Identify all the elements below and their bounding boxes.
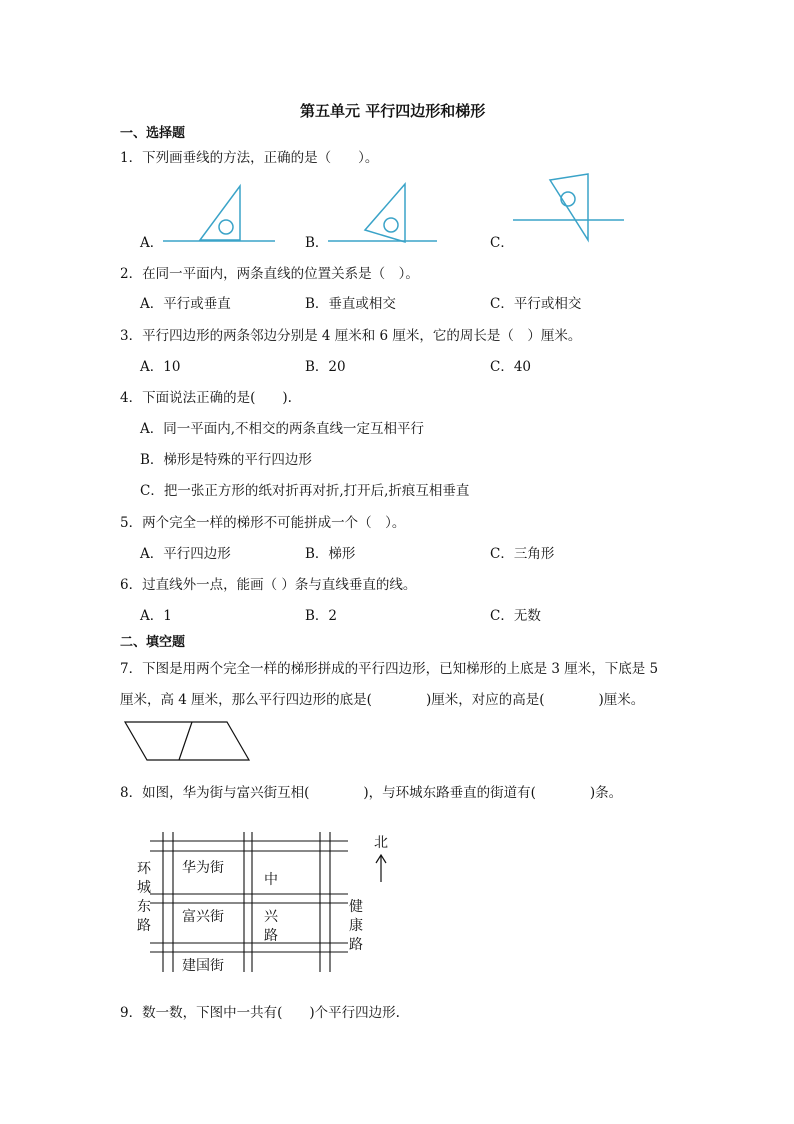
question-9: 9．数一数，下图中一共有( )个平行四边形.: [120, 1005, 400, 1021]
map-label-jianguo: 建国街: [182, 958, 224, 974]
q7-divider: [179, 722, 192, 760]
q4-option-c: C．把一张正方形的纸对折再对折,打开后,折痕互相垂直: [140, 483, 470, 499]
section-heading-fill: 二、填空题: [120, 635, 186, 650]
map-label-huancheng-3: 东: [137, 899, 151, 915]
page-title: 第五单元 平行四边形和梯形: [300, 102, 486, 120]
question-3: 3．平行四边形的两条邻边分别是 4 厘米和 6 厘米，它的周长是（ ）厘米。: [120, 328, 582, 344]
question-7-line-2: 厘米，高 4 厘米，那么平行四边形的底是( )厘米，对应的高是( )厘米。: [120, 692, 645, 708]
q6-option-b: B．2: [305, 608, 338, 624]
q5-option-a: A．平行四边形: [140, 546, 231, 562]
map-label-fuxing: 富兴街: [182, 909, 224, 925]
q1-option-b-label: B．: [305, 235, 329, 251]
map-label-huancheng-1: 环: [137, 861, 151, 877]
question-8: 8．如图，华为街与富兴街互相( )，与环城东路垂直的街道有( )条。: [120, 785, 623, 801]
question-1: 1．下列画垂线的方法，正确的是（ ）。: [120, 150, 379, 166]
q3-option-b: B．20: [305, 359, 346, 375]
map-label-lu: 路: [264, 928, 278, 944]
map-label-jiankang-2: 康: [349, 918, 363, 934]
q6-option-a: A．1: [140, 608, 172, 624]
map-label-jiankang-3: 路: [349, 937, 363, 953]
q3-option-c: C．40: [490, 359, 532, 375]
q7-parallelogram-figure: [122, 718, 252, 764]
q4-option-b: B．梯形是特殊的平行四边形: [140, 452, 312, 468]
question-5: 5．两个完全一样的梯形不可能拼成一个（ ）。: [120, 515, 406, 531]
q1-figure-b: [325, 180, 445, 250]
q1-figure-c: [510, 172, 630, 244]
map-label-huancheng-4: 路: [137, 918, 151, 934]
q1-figure-a: [160, 180, 280, 250]
map-label-zhong: 中: [264, 872, 278, 888]
question-2: 2．在同一平面内，两条直线的位置关系是（ ）。: [120, 266, 419, 282]
q1-c-triangle: [550, 174, 588, 240]
q5-option-b: B．梯形: [305, 546, 356, 562]
map-label-jiankang-1: 健: [349, 899, 363, 915]
q1-option-a-label: A．: [140, 235, 164, 251]
question-7-line-1: 7．下图是用两个完全一样的梯形拼成的平行四边形，已知梯形的上底是 3 厘米，下底是 5: [120, 661, 659, 677]
q1-c-circle: [561, 192, 575, 206]
map-label-huawei: 华为街: [182, 860, 224, 876]
q2-option-c: C．平行或相交: [490, 296, 582, 312]
map-label-xing: 兴: [264, 909, 278, 925]
north-arrow-icon: [376, 855, 386, 882]
q1-option-c-label: C．: [490, 235, 514, 251]
question-4: 4．下面说法正确的是( ).: [120, 390, 292, 406]
q7-outline: [125, 722, 249, 760]
q5-option-c: C．三角形: [490, 546, 555, 562]
q1-b-circle: [384, 218, 398, 232]
q2-option-a: A．平行或垂直: [140, 296, 231, 312]
q2-option-b: B．垂直或相交: [305, 296, 396, 312]
q4-option-a: A．同一平面内,不相交的两条直线一定互相平行: [140, 421, 425, 437]
section-heading-choice: 一、选择题: [120, 126, 186, 141]
question-6: 6．过直线外一点，能画（ ）条与直线垂直的线。: [120, 577, 417, 593]
q3-option-a: A．10: [140, 359, 181, 375]
map-label-huancheng-2: 城: [137, 880, 151, 896]
q6-option-c: C．无数: [490, 608, 541, 624]
q1-b-triangle: [365, 184, 405, 242]
q1-a-circle: [219, 220, 233, 234]
map-label-north: 北: [374, 835, 388, 851]
